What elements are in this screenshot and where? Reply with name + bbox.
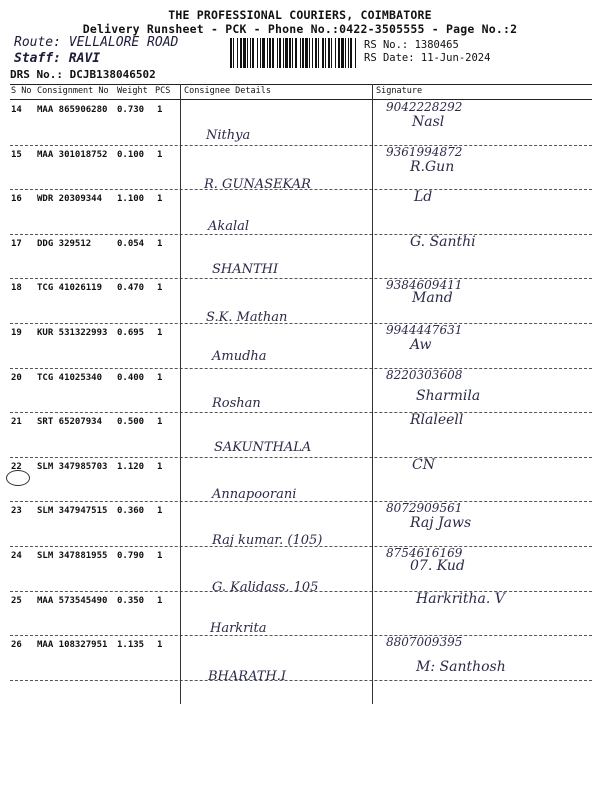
- barcode-bar: [243, 38, 246, 68]
- weight-value: 0.054: [117, 238, 145, 249]
- barcode-bar: [267, 38, 268, 68]
- table-row: [10, 546, 592, 595]
- barcode-bar: [300, 38, 301, 68]
- barcode-bar: [312, 38, 313, 68]
- weight-value: 1.135: [117, 640, 145, 651]
- recipient-phone: 9042228292: [386, 100, 463, 114]
- pcs-count: 1: [157, 461, 163, 472]
- weight-value: 0.350: [117, 595, 145, 606]
- barcode-bar: [305, 38, 308, 68]
- consignee-name: Raj kumar. (105): [212, 533, 323, 549]
- col-details: Consignee Details: [184, 86, 271, 96]
- row-sno: 25: [11, 595, 22, 606]
- barcode-bar: [350, 38, 352, 68]
- table-row: [10, 145, 592, 191]
- consignment-number: MAA 865906280: [37, 105, 108, 115]
- col-pcs: PCS: [155, 86, 171, 96]
- consignment-number: MAA 573545490: [37, 595, 108, 606]
- handwritten-circle-mark: [6, 470, 30, 486]
- consignment-number: TCG 41026119: [37, 283, 103, 294]
- barcode-bar: [322, 38, 324, 68]
- barcode-bar: [285, 38, 288, 68]
- table-row: [10, 100, 592, 146]
- staff-label: Staff: RAVI: [14, 51, 101, 66]
- weight-value: 0.695: [117, 328, 145, 338]
- consignee-name: R. GUNASEKAR: [204, 176, 311, 192]
- weight-value: 0.100: [117, 149, 145, 160]
- consignee-name: G. Kalidass. 105: [212, 580, 319, 595]
- consignment-number: SLM 347947515: [37, 506, 108, 517]
- document-title: THE PROFESSIONAL COURIERS, COIMBATORE: [168, 8, 432, 22]
- consignment-number: MAA 301018752: [37, 149, 108, 160]
- consignee-name: Harkrita: [210, 620, 267, 636]
- barcode-bar: [328, 38, 330, 68]
- recipient-signature: Nasl: [412, 114, 445, 130]
- barcode-bar: [318, 38, 319, 68]
- recipient-signature: 07. Kud: [410, 558, 465, 574]
- barcode-bar: [325, 38, 326, 68]
- pcs-count: 1: [157, 238, 163, 249]
- row-sno: 16: [11, 194, 22, 205]
- barcode-bar: [302, 38, 304, 68]
- pcs-count: 1: [157, 105, 163, 115]
- drs-number: DRS No.: DCJB138046502: [10, 68, 156, 81]
- barcode-bar: [250, 38, 251, 68]
- barcode-bar: [283, 38, 284, 68]
- pcs-count: 1: [157, 640, 163, 651]
- barcode-bar: [269, 38, 271, 68]
- consignee-name: Amudha: [212, 349, 267, 364]
- consignment-number: MAA 108327951: [37, 640, 108, 651]
- barcode-bar: [355, 38, 356, 68]
- barcode-bar: [309, 38, 310, 68]
- consignee-name: SAKUNTHALA: [214, 440, 312, 456]
- barcode-bar: [247, 38, 248, 68]
- recipient-signature: M: Santhosh: [416, 659, 506, 676]
- recipient-phone: 8807009395: [386, 635, 463, 650]
- weight-value: 1.120: [117, 461, 145, 472]
- recipient-signature: Raj Jaws: [410, 515, 472, 532]
- pcs-count: 1: [157, 551, 163, 561]
- row-sno: 26: [11, 640, 22, 651]
- barcode-bar: [338, 38, 340, 68]
- barcode-bar: [262, 38, 265, 68]
- pcs-count: 1: [157, 595, 163, 606]
- col-consignment: Consignment No: [37, 86, 109, 96]
- row-sno: 21: [11, 417, 22, 428]
- weight-value: 0.790: [117, 551, 145, 561]
- recipient-signature: Sharmila: [416, 387, 481, 404]
- recipient-phone: 9944447631: [386, 323, 463, 337]
- consignment-number: DDG 329512: [37, 238, 92, 249]
- consignee-name: S.K. Mathan: [206, 310, 288, 326]
- consignment-number: SLM 347985703: [37, 461, 108, 472]
- consignee-name: Roshan: [212, 395, 261, 411]
- table-row: [10, 412, 592, 458]
- recipient-signature: R.Gun: [410, 158, 455, 175]
- barcode-bar: [335, 38, 336, 68]
- row-sno: 19: [11, 328, 22, 338]
- barcode-icon: [230, 38, 358, 68]
- row-sno: 17: [11, 238, 22, 249]
- table-row: [10, 323, 592, 369]
- pcs-count: 1: [157, 283, 163, 294]
- route-label: Route: VELLALORE ROAD: [14, 35, 179, 50]
- pcs-count: 1: [157, 194, 163, 205]
- pcs-count: 1: [157, 372, 163, 383]
- barcode-bar: [252, 38, 254, 68]
- barcode-bar: [257, 38, 258, 68]
- rs-date: RS Date: 11-Jun-2024: [364, 52, 491, 64]
- pcs-count: 1: [157, 506, 163, 517]
- consignment-number: WDR 20309344: [37, 194, 103, 205]
- consignee-name: Annapoorani: [212, 486, 297, 502]
- row-sno: 15: [11, 149, 22, 160]
- recipient-signature: Harkritha. V: [416, 590, 505, 607]
- barcode-bar: [272, 38, 274, 68]
- table-row: [10, 457, 592, 503]
- recipient-signature: Aw: [410, 337, 432, 353]
- barcode-bar: [331, 38, 332, 68]
- recipient-signature: Mand: [412, 290, 453, 307]
- table-row: [10, 368, 592, 414]
- table-row: [10, 635, 592, 685]
- barcode-bar: [289, 38, 291, 68]
- consignee-name: Akalal: [208, 219, 250, 235]
- table-row: [10, 234, 592, 280]
- weight-value: 0.360: [117, 506, 145, 517]
- barcode-bar: [230, 38, 232, 68]
- consignee-name: Nithya: [206, 128, 251, 143]
- recipient-phone: 8220303608: [386, 367, 463, 382]
- pcs-count: 1: [157, 417, 163, 428]
- row-sno: 18: [11, 283, 22, 294]
- barcode-bar: [237, 38, 238, 68]
- recipient-phone: 9384609411: [386, 278, 463, 293]
- recipient-signature: Rlaleell: [410, 412, 464, 429]
- table-row: [10, 189, 592, 235]
- consignee-name: BHARATH.I: [208, 669, 287, 685]
- col-sno: S No: [11, 86, 32, 96]
- pcs-count: 1: [157, 328, 163, 338]
- barcode-bar: [233, 38, 234, 68]
- recipient-phone: 8754616169: [386, 546, 463, 560]
- recipient-signature: G. Santhi: [410, 233, 476, 250]
- barcode-bar: [279, 38, 281, 68]
- row-sno: 14: [11, 105, 22, 115]
- weight-value: 0.470: [117, 283, 145, 294]
- row-sno: 23: [11, 506, 22, 517]
- col-weight: Weight: [117, 86, 148, 96]
- table-row: [10, 591, 592, 637]
- consignment-number: SLM 347881955: [37, 551, 108, 561]
- col-signature: Signature: [376, 86, 423, 96]
- barcode-bar: [315, 38, 317, 68]
- column-divider: [372, 84, 373, 704]
- pcs-count: 1: [157, 149, 163, 160]
- table-row: [10, 501, 592, 547]
- column-divider: [180, 84, 181, 704]
- weight-value: 0.400: [117, 372, 145, 383]
- consignment-number: TCG 41025340: [37, 372, 103, 383]
- barcode-bar: [277, 38, 278, 68]
- barcode-bar: [345, 38, 346, 68]
- barcode-bar: [240, 38, 242, 68]
- barcode-bar: [295, 38, 297, 68]
- weight-value: 0.500: [117, 417, 145, 428]
- recipient-signature: Ld: [414, 189, 433, 206]
- recipient-phone: 9361994872: [386, 144, 463, 159]
- document-subtitle: Delivery Runsheet - PCK - Phone No.:0422-3505555 - Page No.:2: [82, 22, 518, 36]
- row-sno: 22: [11, 461, 22, 472]
- barcode-bar: [292, 38, 293, 68]
- table-row: [10, 278, 592, 324]
- rs-number: RS No.: 1380465: [364, 39, 459, 51]
- barcode-bar: [348, 38, 349, 68]
- consignee-name: SHANTHI: [212, 261, 279, 277]
- weight-value: 1.100: [117, 194, 145, 205]
- recipient-phone: 8072909561: [386, 501, 463, 516]
- barcode-bar: [341, 38, 344, 68]
- table-header: [10, 84, 592, 100]
- row-sno: 20: [11, 372, 22, 383]
- consignment-number: SRT 65207934: [37, 417, 103, 428]
- weight-value: 0.730: [117, 105, 145, 115]
- recipient-signature: CN: [412, 456, 435, 473]
- row-sno: 24: [11, 551, 22, 561]
- barcode-bar: [260, 38, 261, 68]
- consignment-number: KUR 531322993: [37, 328, 108, 338]
